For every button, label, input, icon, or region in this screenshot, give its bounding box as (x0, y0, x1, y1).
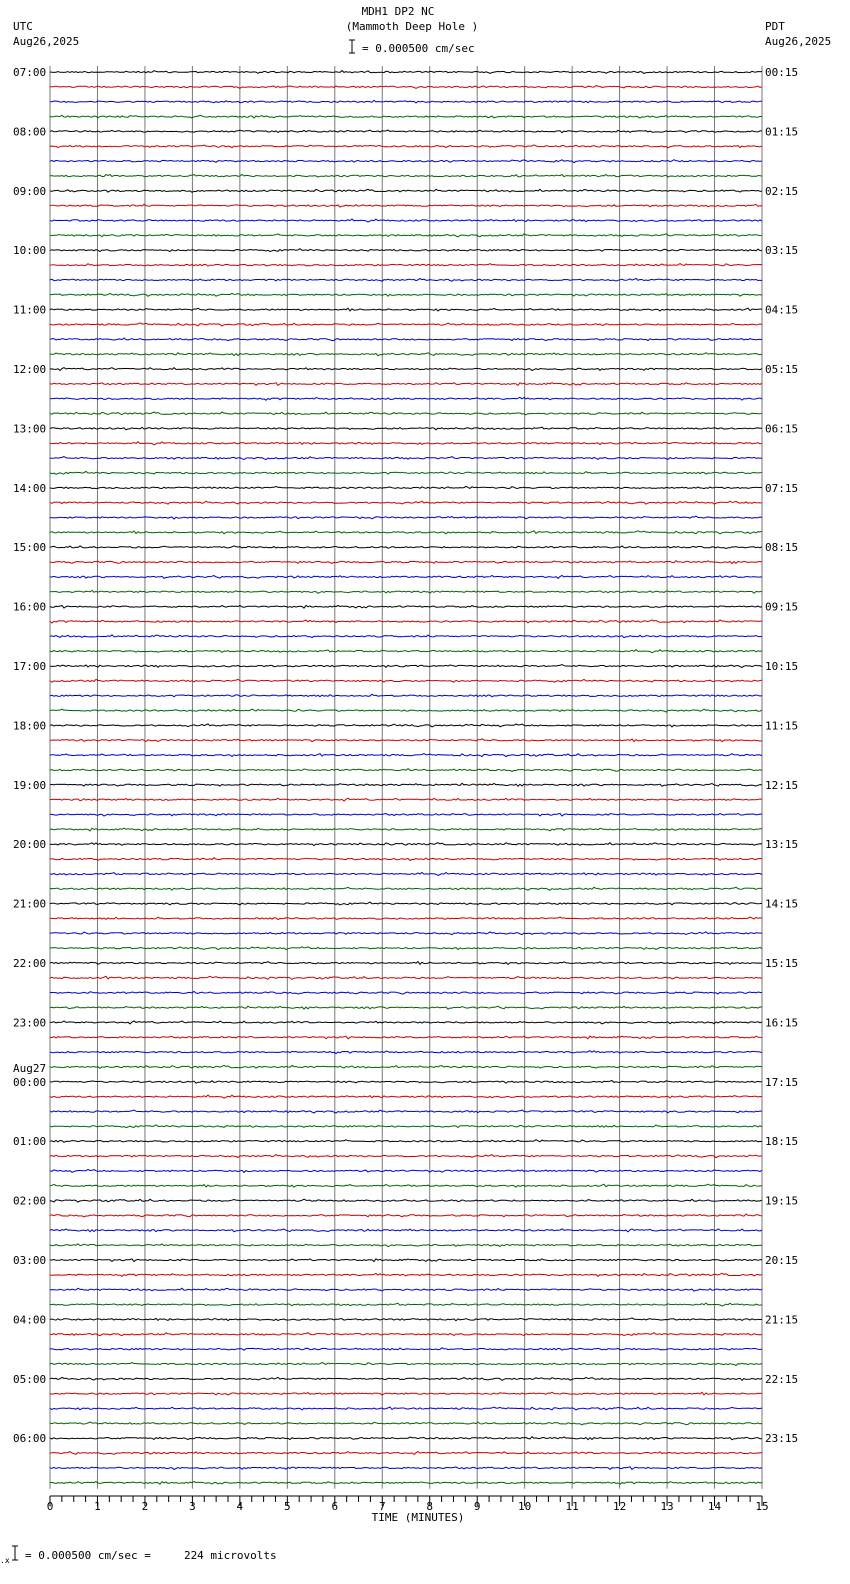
left-date-label: Aug26,2025 (13, 35, 80, 48)
utc-hour-label: 03:00 (13, 1254, 47, 1267)
utc-hour-label: 19:00 (13, 778, 47, 792)
seismic-trace (50, 679, 762, 682)
pdt-hour-label: 22:15 (765, 1372, 799, 1386)
pdt-hour-label: 10:15 (765, 660, 799, 673)
seismic-trace (50, 383, 762, 386)
utc-hour-label: 08:00 (13, 125, 47, 139)
seismic-trace (50, 561, 762, 564)
utc-hour-label: 16:00 (13, 600, 47, 614)
x-tick-label: 4 (236, 1500, 244, 1513)
utc-hour-label: 21:00 (13, 897, 47, 911)
svg-text:.x: .x (0, 1556, 10, 1565)
pdt-hour-label: 08:15 (765, 541, 799, 555)
utc-hour-label: 10:00 (13, 244, 47, 258)
seismic-trace (50, 471, 762, 474)
seismic-trace (50, 1482, 762, 1485)
seismic-trace (50, 115, 762, 118)
seismic-trace (50, 1199, 762, 1202)
x-tick-label: 7 (378, 1500, 386, 1513)
seismic-trace (50, 991, 762, 994)
seismic-trace (50, 1140, 762, 1143)
seismic-trace (50, 1155, 762, 1158)
seismic-trace (50, 1065, 762, 1068)
seismic-trace (50, 323, 762, 326)
seismic-trace (50, 1036, 762, 1039)
seismic-trace (50, 620, 762, 623)
pdt-hour-label: 23:15 (765, 1432, 799, 1446)
utc-hour-label: 11:00 (13, 303, 47, 317)
seismic-trace (50, 962, 762, 965)
seismic-trace (50, 694, 762, 697)
pdt-hour-label: 05:15 (765, 363, 799, 376)
seismic-trace (50, 308, 762, 311)
seismic-trace (50, 353, 762, 356)
pdt-hour-label: 06:15 (765, 422, 799, 436)
seismic-trace (50, 1051, 762, 1054)
seismic-trace (50, 1348, 762, 1351)
seismic-trace (50, 1437, 762, 1440)
seismic-trace (50, 1214, 762, 1217)
seismic-trace (50, 1170, 762, 1173)
calibration-bar-icon (0, 1546, 18, 1565)
seismic-trace (50, 1081, 762, 1084)
x-tick-label: 10 (518, 1500, 532, 1513)
pdt-hour-label: 18:15 (765, 1135, 799, 1149)
utc-hour-label: 17:00 (13, 660, 47, 673)
seismic-trace (50, 902, 762, 905)
seismic-trace (50, 546, 762, 549)
x-tick-label: 8 (426, 1500, 434, 1513)
pdt-hour-label: 15:15 (765, 957, 799, 970)
utc-hour-label: 18:00 (13, 719, 47, 733)
utc-hour-label: 09:00 (13, 184, 47, 198)
seismic-trace (50, 249, 762, 252)
scale-bar-icon (349, 40, 355, 53)
utc-hour-label: 02:00 (13, 1194, 47, 1208)
seismic-trace (50, 1021, 762, 1024)
x-tick-label: 12 (612, 1500, 627, 1513)
pdt-hour-label: 16:15 (765, 1016, 799, 1030)
seismic-trace (50, 872, 762, 875)
utc-hour-label: 04:00 (13, 1313, 47, 1327)
seismic-trace (50, 204, 762, 207)
seismic-trace (50, 1184, 762, 1187)
left-timezone-label: UTC (13, 20, 33, 33)
seismic-trace (50, 1303, 762, 1306)
seismic-trace (50, 338, 762, 341)
seismic-trace (50, 160, 762, 163)
seismic-trace (50, 397, 762, 400)
pdt-hour-label: 14:15 (765, 897, 799, 911)
x-tick-label: 11 (565, 1500, 579, 1513)
seismic-trace (50, 100, 762, 103)
seismic-trace (50, 798, 762, 801)
utc-hour-label: 23:00 (13, 1016, 47, 1030)
seismic-trace (50, 1095, 762, 1098)
seismic-trace (50, 858, 762, 861)
seismic-trace (50, 947, 762, 950)
utc-hour-label: 13:00 (13, 422, 47, 436)
seismic-trace (50, 412, 762, 415)
scale-text: = 0.000500 cm/sec (362, 42, 475, 55)
seismic-trace (50, 605, 762, 608)
seismic-trace (50, 591, 762, 594)
seismic-trace (50, 1377, 762, 1380)
seismic-trace (50, 516, 762, 519)
seismic-trace (50, 635, 762, 638)
seismic-trace (50, 174, 762, 177)
seismic-trace (50, 1273, 762, 1276)
x-axis-title: TIME (MINUTES) (371, 1511, 465, 1524)
right-date-label: Aug26,2025 (765, 35, 832, 48)
seismic-trace (50, 71, 762, 74)
seismic-trace (50, 278, 762, 281)
seismic-trace (50, 234, 762, 237)
x-tick-label: 14 (707, 1500, 722, 1513)
seismic-trace (50, 1006, 762, 1009)
seismic-trace (50, 1333, 762, 1336)
chart-subtitle: (Mammoth Deep Hole ) (345, 20, 479, 33)
seismic-trace (50, 843, 762, 846)
x-tick-label: 15 (755, 1500, 769, 1513)
x-tick-label: 2 (141, 1500, 149, 1513)
seismic-trace (50, 189, 762, 192)
seismic-trace (50, 264, 762, 267)
seismic-traces (50, 71, 762, 1485)
seismic-trace (50, 1318, 762, 1321)
utc-hour-label: 14:00 (13, 481, 47, 495)
pdt-hour-label: 13:15 (765, 838, 799, 852)
seismic-trace (50, 1288, 762, 1291)
seismic-trace (50, 739, 762, 742)
date-change-label: Aug27 (13, 1061, 47, 1075)
seismic-trace (50, 1229, 762, 1232)
seismic-trace (50, 828, 762, 831)
seismic-trace (50, 1125, 762, 1128)
x-tick-label: 0 (46, 1500, 54, 1513)
seismic-trace (50, 130, 762, 133)
pdt-hour-label: 01:15 (765, 125, 799, 139)
seismic-trace (50, 368, 762, 371)
seismic-trace (50, 754, 762, 757)
seismic-trace (50, 665, 762, 668)
seismic-trace (50, 531, 762, 534)
seismic-trace (50, 813, 762, 816)
seismic-trace (50, 1110, 762, 1113)
seismic-trace (50, 219, 762, 222)
seismic-trace (50, 769, 762, 772)
seismic-trace (50, 1467, 762, 1470)
seismic-trace (50, 976, 762, 979)
utc-hour-label: 05:00 (13, 1372, 47, 1386)
seismic-trace (50, 1244, 762, 1247)
seismic-trace (50, 427, 762, 430)
seismic-trace (50, 576, 762, 579)
seismic-trace (50, 1452, 762, 1455)
seismic-trace (50, 501, 762, 504)
chart-title: MDH1 DP2 NC (361, 5, 435, 18)
utc-hour-label: 12:00 (13, 363, 47, 376)
x-tick-label: 1 (94, 1500, 101, 1513)
seismic-trace (50, 932, 762, 935)
pdt-hour-label: 02:15 (765, 184, 799, 198)
seismic-trace (50, 293, 762, 296)
utc-hour-label: 00:00 (13, 1075, 47, 1089)
seismic-trace (50, 709, 762, 712)
calibration-text: = 0.000500 cm/sec = 224 microvolts (25, 1549, 277, 1562)
seismic-trace (50, 650, 762, 653)
utc-hour-label: 22:00 (13, 957, 47, 970)
x-tick-label: 6 (331, 1500, 339, 1513)
pdt-hour-label: 07:15 (765, 481, 799, 495)
x-tick-label: 5 (284, 1500, 291, 1513)
pdt-hour-label: 11:15 (765, 719, 799, 733)
utc-hour-label: 07:00 (13, 66, 47, 79)
seismic-trace (50, 1422, 762, 1425)
utc-hour-label: 20:00 (13, 838, 47, 852)
seismic-trace (50, 145, 762, 148)
pdt-hour-label: 09:15 (765, 600, 799, 614)
pdt-hour-labels (765, 66, 798, 1445)
pdt-hour-label: 00:15 (765, 66, 799, 79)
pdt-hour-label: 17:15 (765, 1075, 799, 1089)
utc-hour-label: 15:00 (13, 541, 47, 555)
x-tick-label: 9 (473, 1500, 481, 1513)
seismic-trace (50, 442, 762, 445)
seismic-trace (50, 1407, 762, 1410)
seismic-trace (50, 1392, 762, 1395)
x-tick-label: 3 (189, 1500, 196, 1513)
pdt-hour-label: 12:15 (765, 778, 799, 792)
seismic-trace (50, 86, 762, 89)
right-timezone-label: PDT (765, 20, 785, 33)
pdt-hour-label: 20:15 (765, 1254, 799, 1267)
pdt-hour-label: 19:15 (765, 1194, 799, 1208)
seismic-trace (50, 457, 762, 460)
seismic-trace (50, 1363, 762, 1366)
utc-hour-label: 01:00 (13, 1135, 47, 1149)
seismic-trace (50, 917, 762, 920)
seismic-trace (50, 1259, 762, 1262)
utc-hour-labels (13, 66, 46, 1445)
seismic-trace (50, 486, 762, 488)
pdt-hour-label: 03:15 (765, 244, 799, 258)
x-tick-label: 13 (660, 1500, 674, 1513)
pdt-hour-label: 21:15 (765, 1313, 799, 1327)
seismic-trace (50, 783, 762, 786)
pdt-hour-label: 04:15 (765, 303, 799, 317)
seismic-trace (50, 887, 762, 890)
seismic-trace (50, 724, 762, 727)
utc-hour-label: 06:00 (13, 1432, 47, 1446)
